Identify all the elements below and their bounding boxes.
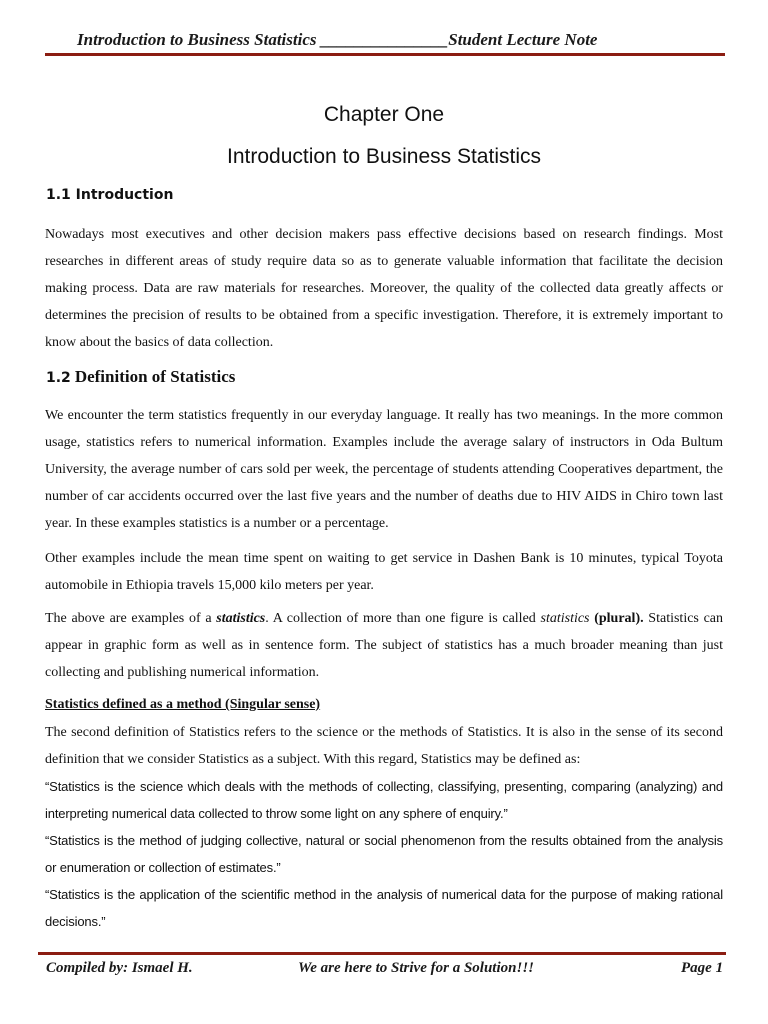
footer-page-number: Page 1 (681, 960, 724, 976)
method-paragraph: The second definition of Statistics refers to the science or the methods of Statistics. It is also in the sense of its second definition that we consider Statistics as a subject. With this regard, Statistics may be defined as: (45, 725, 723, 767)
definition-paragraph-2: Other examples include the mean time spent on waiting to get service in Dashen Bank is 10 minutes, typical Toyota automobile in Ethiopia travels 15,000 kilo meters per year. (45, 551, 723, 593)
paragraph-text: Statistics can appear in graphic form as well as in sentence form. The subject of statistics has a much broader meaning than just collecting and publishing numerical information. (45, 611, 724, 680)
footer-rule (38, 952, 726, 955)
section-heading-introduction: 1.1 Introduction (46, 187, 174, 203)
section-number: 1.2 (46, 370, 71, 386)
definition-quote-1: “Statistics is the science which deals with the methods of collecting, classifying, presenting, comparing (analyzing) and interpreting numerical data collected to throw some light on any sphere of enquiry.” (45, 779, 723, 821)
paragraph-text: The above are examples of a (45, 611, 217, 626)
definition-paragraph-1: We encounter the term statistics frequently in our everyday language. It really has two meanings. In the more common usage, statistics refers to numerical information. Examples include the average salary of instructors in Oda Bultum University, the average number of cars sold per week, the percentage of students attending Cooperatives department, the number of car accidents occurred over the last five years and the number of deaths due to HIV AIDS in Chiro town last year. In these examples statistics is a number or a percentage. (45, 408, 723, 531)
chapter-title: Introduction to Business Statistics (227, 145, 541, 168)
paragraph-text: . A collection of more than one figure is called (265, 611, 541, 626)
introduction-paragraph: Nowadays most executives and other decision makers pass effective decisions based on research findings. Most researches in different areas of study require data so as to generate valuable information that facilitate the decision making process. Data are raw materials for researches. Moreover, the quality of the collected data greatly affects or determines the precision of results to be obtained from a specific investigation. Therefore, it is extremely important to know about the basics of data collection. (45, 227, 723, 350)
header-rule (45, 53, 725, 56)
definition-quote-2: “Statistics is the method of judging collective, natural or social phenomenon from the results obtained from the analysis or enumeration or collection of estimates.” (45, 833, 723, 875)
term-plural: statistics (540, 611, 590, 626)
page-footer (0, 960, 768, 982)
section-title: Definition of Statistics (74, 367, 236, 386)
section-heading-definition (46, 367, 235, 387)
footer-compiled-by: Compiled by: Ismael H. (46, 960, 193, 976)
subheading-singular-sense: Statistics defined as a method (Singular sense) (45, 697, 321, 712)
footer-slogan: We are here to Strive for a Solution!!! (298, 960, 534, 976)
term-singular: statistics (216, 611, 266, 626)
definition-paragraph-3 (45, 605, 723, 686)
page-header (45, 26, 725, 52)
plural-note: (plural). (594, 611, 644, 626)
header-title: Introduction to Business Statistics _______________Student Lecture Note (77, 30, 598, 49)
definition-quote-3: “Statistics is the application of the scientific method in the analysis of numerical data for the purpose of making rational decisions.” (45, 887, 723, 929)
chapter-number: Chapter One (323, 103, 445, 126)
